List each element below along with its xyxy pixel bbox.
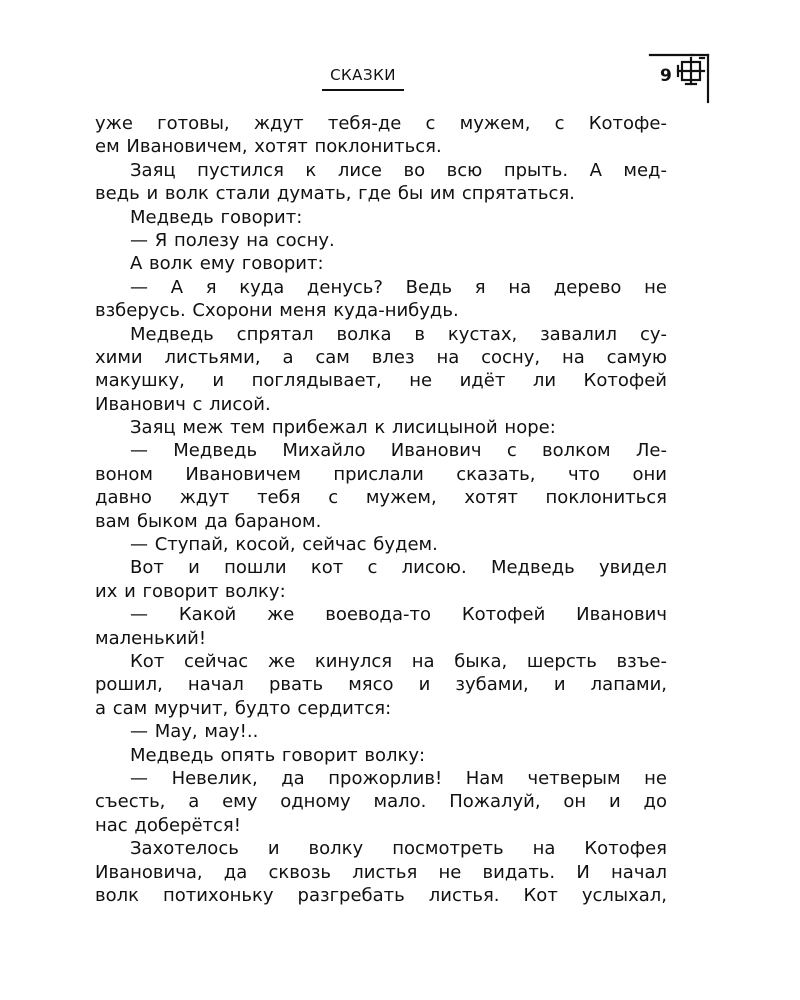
text-line: взберусь. Схорони меня куда-нибудь. — [95, 300, 459, 322]
text-line: Медведь опять говорит волку: — [130, 744, 426, 766]
text-line: рошил, начал рвать мясо и зубами, и лапами, — [95, 674, 667, 696]
text-line: Медведь говорит: — [130, 206, 303, 228]
text-line: Захотелось и волку посмотреть на Котофея — [130, 838, 667, 860]
text-line: ем Ивановичем, хотят поклониться. — [95, 136, 442, 158]
text-line: — Какой же воевода-то Котофей Иванович — [130, 604, 667, 626]
text-line: хими листьями, а сам влез на сосну, на самую — [95, 346, 667, 368]
text-line: — Ступай, косой, сейчас будем. — [130, 534, 438, 556]
text-line: Кот сейчас же кинулся на быка, шерсть взъе- — [130, 650, 667, 672]
text-line: вам быком да бараном. — [95, 510, 322, 532]
text-line: ведь и волк стали думать, где бы им спрятаться. — [95, 183, 575, 205]
corner-ornament-icon — [648, 50, 712, 106]
text-line: Медведь спрятал волка в кустах, завалил су- — [130, 323, 667, 345]
text-line: Заяц пустился к лисе во всю прыть. А мед- — [130, 159, 667, 181]
text-line: съесть, а ему одному мало. Пожалуй, он и до — [95, 791, 667, 813]
story-text — [95, 112, 667, 907]
text-line: нас доберётся! — [95, 814, 241, 836]
page-number: 9 — [660, 66, 672, 86]
text-line: Вот и пошли кот с лисою. Медведь увидел — [130, 557, 667, 579]
text-line: Ивановича, да сквозь листья не видать. И начал — [95, 861, 667, 883]
text-line: их и говорит волку: — [95, 580, 286, 602]
text-line: воном Ивановичем прислали сказать, что они — [95, 463, 667, 485]
text-line: Заяц меж тем прибежал к лисицыной норе: — [130, 417, 556, 439]
text-line: — А я куда денусь? Ведь я на дерево не — [130, 276, 667, 298]
text-line: — Невелик, да прожорлив! Нам четверым не — [130, 767, 667, 789]
text-line: волк потихоньку разгребать листья. Кот услыхал, — [95, 884, 667, 906]
text-line: макушку, и поглядывает, не идёт ли Котофей — [95, 370, 667, 392]
text-line: а сам мурчит, будто сердится: — [95, 697, 392, 719]
text-line: — Я полезу на сосну. — [130, 229, 335, 251]
text-line: давно ждут тебя с мужем, хотят поклониться — [95, 487, 667, 509]
running-title-rule — [322, 89, 404, 91]
text-line: — Мау, мау!.. — [130, 721, 259, 743]
running-title: СКАЗКИ — [330, 66, 396, 84]
text-line: — Медведь Михайло Иванович с волком Ле- — [130, 440, 667, 462]
text-line: уже готовы, ждут тебя-де с мужем, с Котофе- — [95, 113, 667, 134]
text-line: маленький! — [95, 627, 207, 649]
page-header — [0, 0, 800, 110]
text-line: Иванович с лисой. — [95, 393, 271, 415]
text-line: А волк ему говорит: — [130, 253, 324, 275]
